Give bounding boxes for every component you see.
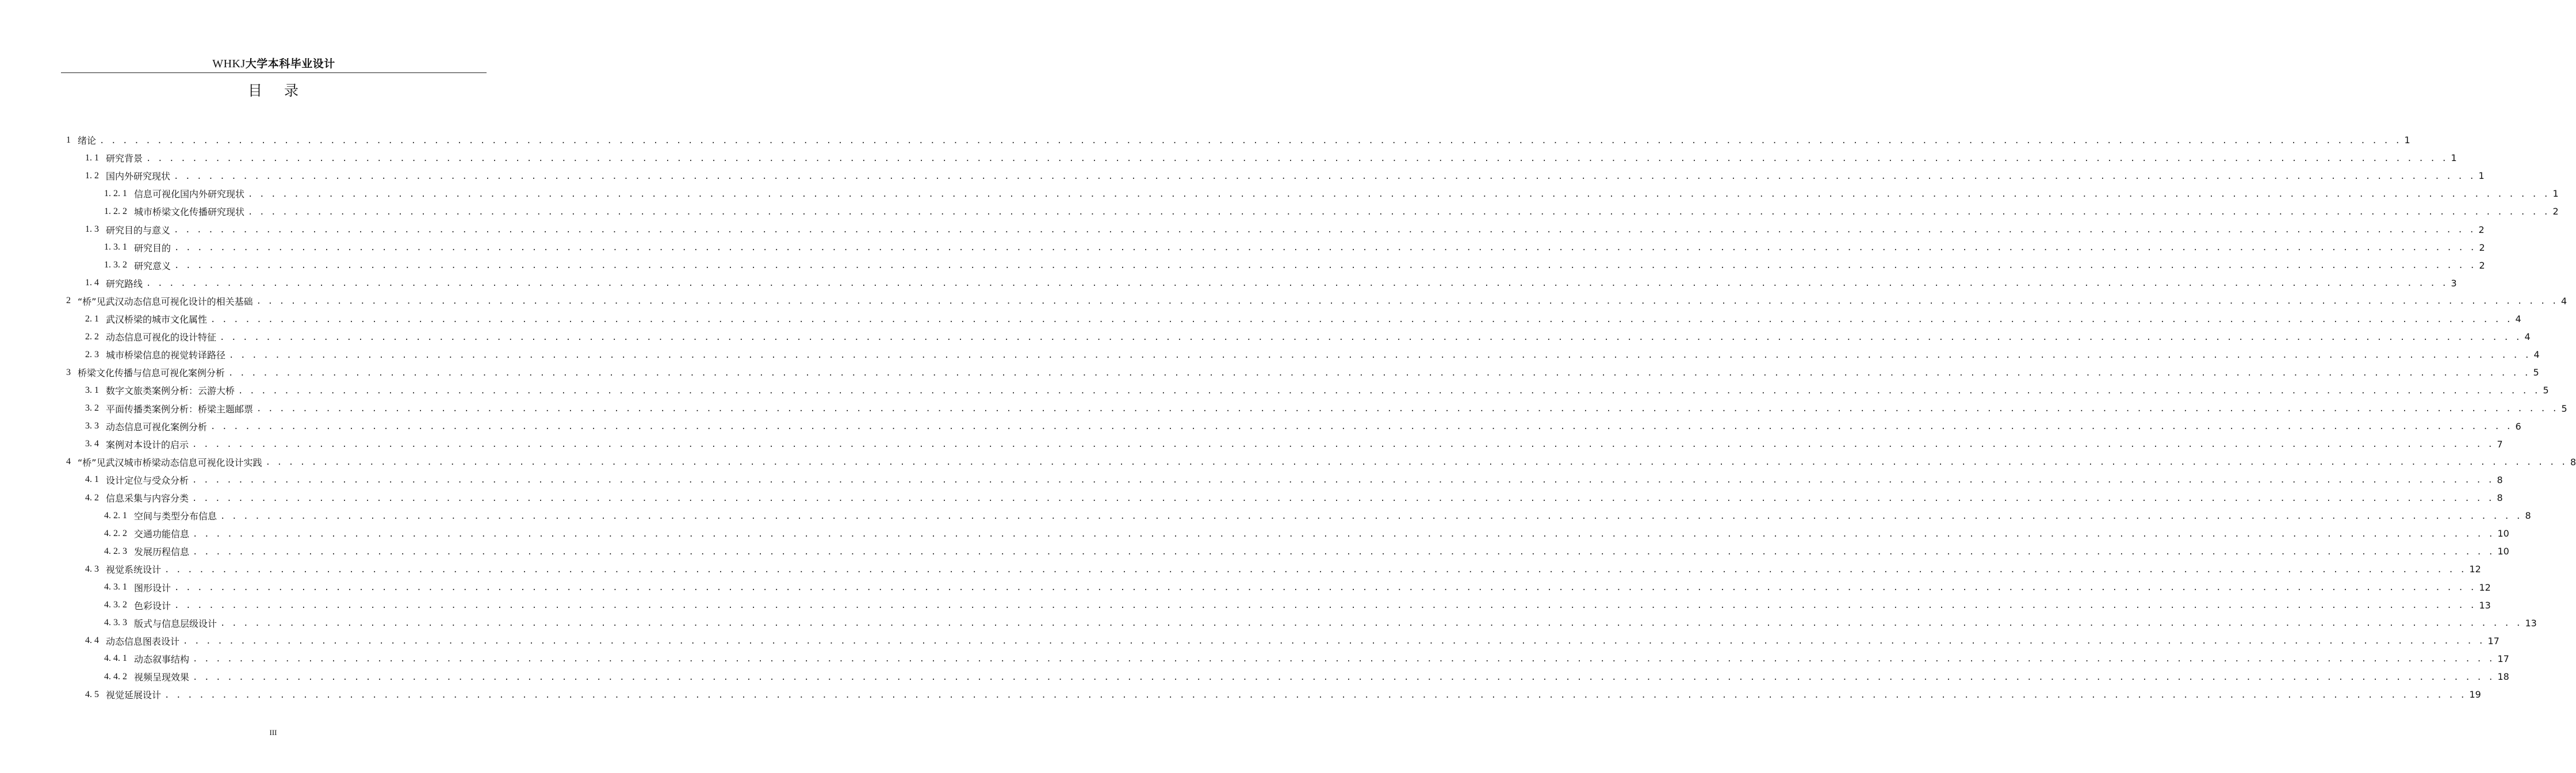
toc-entry[interactable] xyxy=(0,131,2410,149)
toc-entry-page: 10 xyxy=(2497,528,2509,539)
toc-entry-number: 4. 3. 3 xyxy=(104,618,127,628)
page-title xyxy=(0,79,546,100)
toc-dot-leader: . . . . . . . . . . . . . . . . . . . . . . . . . . . . . . . . . . . . . . . . . . . . . . . . . . . . . . . . . . . . . . . . . . . . . . . . . . . . . . . . . . . . . . . . . . . . . . . . . . . . . . . . . . . . . . . . . . . . . . . . . . . . . . . . . . . . . . . . . . . . . . . . . . . . . . . . . . . . . . . . . . . . . . . . . . . . . . . . . . . . . . . . . . . . . . . . . . . . . . . . xyxy=(265,458,2567,468)
header-title-cjk: 大学本科毕业设计 xyxy=(245,58,335,70)
toc-entry-title: 国内外研究现状 xyxy=(106,171,171,182)
toc-entry-number: 4. 4. 2 xyxy=(104,671,127,682)
toc-dot-leader: . . . . . . . . . . . . . . . . . . . . . . . . . . . . . . . . . . . . . . . . . . . . . . . . . . . . . . . . . . . . . . . . . . . . . . . . . . . . . . . . . . . . . . . . . . . . . . . . . . . . . . . . . . . . . . . . . . . . . . . . . . . . . . . . . . . . . . . . . . . . . . . . . . . . . . . . . . . . . . . . . . . . . . . . . . . . . . . . . . . . . . . . . . . . . . . . . . . . . . . . xyxy=(228,368,2530,378)
toc-entry[interactable] xyxy=(0,149,2457,167)
toc-entry-page: 17 xyxy=(2487,635,2500,646)
toc-entry-page: 13 xyxy=(2479,599,2491,611)
toc-dot-leader: . . . . . . . . . . . . . . . . . . . . . . . . . . . . . . . . . . . . . . . . . . . . . . . . . . . . . . . . . . . . . . . . . . . . . . . . . . . . . . . . . . . . . . . . . . . . . . . . . . . . . . . . . . . . . . . . . . . . . . . . . . . . . . . . . . . . . . . . . . . . . . . . . . . . . . . . . . . . . . . . . . . . . . . . . . . . . . . . . . . . . . . . . . . . . . . . . . . . . . . . xyxy=(174,261,2476,271)
toc-entry-page: 2 xyxy=(2478,224,2485,235)
toc-entry[interactable] xyxy=(0,668,2509,686)
toc-entry-title: 信息可视化国内外研究现状 xyxy=(134,189,245,200)
toc-entry-page: 4 xyxy=(2524,331,2531,343)
toc-entry-number: 4. 4. 1 xyxy=(104,653,127,664)
toc-entry-title: 视觉系统设计 xyxy=(106,564,162,576)
toc-entry-number: 3. 2 xyxy=(85,403,99,413)
toc-entry[interactable] xyxy=(0,202,2559,220)
toc-entry-page: 5 xyxy=(2533,367,2539,378)
toc-entry-title: 视频呈现效果 xyxy=(134,672,190,683)
toc-entry-title: 交通功能信息 xyxy=(134,529,190,540)
toc-dot-leader: . . . . . . . . . . . . . . . . . . . . . . . . . . . . . . . . . . . . . . . . . . . . . . . . . . . . . . . . . . . . . . . . . . . . . . . . . . . . . . . . . . . . . . . . . . . . . . . . . . . . . . . . . . . . . . . . . . . . . . . . . . . . . . . . . . . . . . . . . . . . . . . . . . . . . . . . . . . . . . . . . . . . . . . . . . . . . . . . . . . . . . . . . . . . . . . . . . . . . . . . xyxy=(193,547,2494,557)
toc-entry-title: 图形设计 xyxy=(134,582,171,594)
toc-entry-page: 12 xyxy=(2479,581,2491,593)
toc-entry[interactable] xyxy=(0,686,2481,703)
toc-entry-title: 信息采集与内容分类 xyxy=(106,493,189,504)
page-title-char-2: 录 xyxy=(284,82,299,99)
toc-entry-title: “桥”见武汉动态信息可视化设计的相关基础 xyxy=(78,296,253,307)
toc-entry-number: 1. 2. 1 xyxy=(104,188,127,198)
toc-entry[interactable] xyxy=(0,489,2503,507)
toc-dot-leader: . . . . . . . . . . . . . . . . . . . . . . . . . . . . . . . . . . . . . . . . . . . . . . . . . . . . . . . . . . . . . . . . . . . . . . . . . . . . . . . . . . . . . . . . . . . . . . . . . . . . . . . . . . . . . . . . . . . . . . . . . . . . . . . . . . . . . . . . . . . . . . . . . . . . . . . . . . . . . . . . . . . . . . . . . . . . . . . . . . . . . . . . . . . . . . . . . . . . . . . . xyxy=(164,565,2466,575)
toc-entry[interactable] xyxy=(0,221,2485,239)
toc-entry[interactable] xyxy=(0,453,2576,471)
toc-dot-leader: . . . . . . . . . . . . . . . . . . . . . . . . . . . . . . . . . . . . . . . . . . . . . . . . . . . . . . . . . . . . . . . . . . . . . . . . . . . . . . . . . . . . . . . . . . . . . . . . . . . . . . . . . . . . . . . . . . . . . . . . . . . . . . . . . . . . . . . . . . . . . . . . . . . . . . . . . . . . . . . . . . . . . . . . . . . . . . . . . . . . . . . . . . . . . . . . . . . . . . . . xyxy=(210,422,2512,432)
toc-dot-leader: . . . . . . . . . . . . . . . . . . . . . . . . . . . . . . . . . . . . . . . . . . . . . . . . . . . . . . . . . . . . . . . . . . . . . . . . . . . . . . . . . . . . . . . . . . . . . . . . . . . . . . . . . . . . . . . . . . . . . . . . . . . . . . . . . . . . . . . . . . . . . . . . . . . . . . . . . . . . . . . . . . . . . . . . . . . . . . . . . . . . . . . . . . . . . . . . . . . . . . . . xyxy=(193,529,2494,539)
toc-entry[interactable] xyxy=(0,507,2531,525)
toc-entry-number: 2. 2 xyxy=(85,331,99,342)
toc-entry-number: 4 xyxy=(66,457,71,467)
toc-dot-leader: . . . . . . . . . . . . . . . . . . . . . . . . . . . . . . . . . . . . . . . . . . . . . . . . . . . . . . . . . . . . . . . . . . . . . . . . . . . . . . . . . . . . . . . . . . . . . . . . . . . . . . . . . . . . . . . . . . . . . . . . . . . . . . . . . . . . . . . . . . . . . . . . . . . . . . . . . . . . . . . . . . . . . . . . . . . . . . . . . . . . . . . . . . . . . . . . . . . . . . . . xyxy=(174,583,2476,592)
toc-entry-page: 17 xyxy=(2497,653,2509,664)
toc-entry-title: 色彩设计 xyxy=(134,600,171,611)
toc-entry-number: 4. 2. 3 xyxy=(104,546,127,556)
toc-entry-page: 4 xyxy=(2533,349,2540,361)
toc-entry[interactable] xyxy=(0,167,2485,185)
toc-entry[interactable] xyxy=(0,579,2491,596)
page-header xyxy=(61,53,487,73)
toc-entry-title: 研究目的与意义 xyxy=(106,224,171,236)
toc-dot-leader: . . . . . . . . . . . . . . . . . . . . . . . . . . . . . . . . . . . . . . . . . . . . . . . . . . . . . . . . . . . . . . . . . . . . . . . . . . . . . . . . . . . . . . . . . . . . . . . . . . . . . . . . . . . . . . . . . . . . . . . . . . . . . . . . . . . . . . . . . . . . . . . . . . . . . . . . . . . . . . . . . . . . . . . . . . . . . . . . . . . . . . . . . . . . . . . . . . . . . . . . xyxy=(146,279,2448,289)
toc-entry-page: 18 xyxy=(2497,671,2509,682)
toc-entry-title: 平面传播类案例分析：桥梁主题邮票 xyxy=(106,403,254,415)
toc-entry-page: 5 xyxy=(2543,385,2549,396)
toc-entry-page: 1 xyxy=(2478,170,2485,182)
toc-entry-page: 2 xyxy=(2552,206,2559,217)
toc-entry-title: 桥梁文化传播与信息可视化案例分析 xyxy=(78,368,225,379)
toc-entry[interactable] xyxy=(0,650,2509,668)
toc-dot-leader: . . . . . . . . . . . . . . . . . . . . . . . . . . . . . . . . . . . . . . . . . . . . . . . . . . . . . . . . . . . . . . . . . . . . . . . . . . . . . . . . . . . . . . . . . . . . . . . . . . . . . . . . . . . . . . . . . . . . . . . . . . . . . . . . . . . . . . . . . . . . . . . . . . . . . . . . . . . . . . . . . . . . . . . . . . . . . . . . . . . . . . . . . . . . . . . . . . . . . . . . xyxy=(220,332,2521,342)
toc-entry-page: 8 xyxy=(2525,510,2531,522)
toc-entry[interactable] xyxy=(0,560,2481,578)
toc-entry-number: 1. 2. 2 xyxy=(104,206,127,216)
toc-entry-title: 研究目的 xyxy=(134,242,171,254)
toc-entry-page: 4 xyxy=(2515,313,2521,324)
toc-dot-leader: . . . . . . . . . . . . . . . . . . . . . . . . . . . . . . . . . . . . . . . . . . . . . . . . . . . . . . . . . . . . . . . . . . . . . . . . . . . . . . . . . . . . . . . . . . . . . . . . . . . . . . . . . . . . . . . . . . . . . . . . . . . . . . . . . . . . . . . . . . . . . . . . . . . . . . . . . . . . . . . . . . . . . . . . . . . . . . . . . . . . . . . . . . . . . . . . . . . . . . . . xyxy=(174,225,2475,235)
toc-entry-title: 研究路线 xyxy=(106,278,143,289)
toc-entry-number: 3 xyxy=(66,367,71,377)
toc-entry-number: 4. 2. 2 xyxy=(104,528,127,538)
toc-entry[interactable] xyxy=(0,239,2485,257)
toc-entry-title: 城市桥梁信息的视觉转译路径 xyxy=(106,350,226,361)
toc-dot-leader: . . . . . . . . . . . . . . . . . . . . . . . . . . . . . . . . . . . . . . . . . . . . . . . . . . . . . . . . . . . . . . . . . . . . . . . . . . . . . . . . . . . . . . . . . . . . . . . . . . . . . . . . . . . . . . . . . . . . . . . . . . . . . . . . . . . . . . . . . . . . . . . . . . . . . . . . . . . . . . . . . . . . . . . . . . . . . . . . . . . . . . . . . . . . . . . . . . . . . . . . xyxy=(229,350,2531,360)
toc-entry-page: 1 xyxy=(2451,152,2457,164)
toc-entry[interactable] xyxy=(0,542,2509,560)
toc-entry-number: 3. 4 xyxy=(85,439,99,449)
toc-entry-page: 8 xyxy=(2497,492,2503,503)
toc-entry-number: 1. 3 xyxy=(85,224,99,234)
toc-entry-title: 研究背景 xyxy=(106,153,143,164)
header-title xyxy=(212,55,335,71)
toc-dot-leader: . . . . . . . . . . . . . . . . . . . . . . . . . . . . . . . . . . . . . . . . . . . . . . . . . . . . . . . . . . . . . . . . . . . . . . . . . . . . . . . . . . . . . . . . . . . . . . . . . . . . . . . . . . . . . . . . . . . . . . . . . . . . . . . . . . . . . . . . . . . . . . . . . . . . . . . . . . . . . . . . . . . . . . . . . . . . . . . . . . . . . . . . . . . . . . . . . . . . . . . . xyxy=(174,243,2476,253)
page-title-char-1: 目 xyxy=(247,82,262,99)
toc-dot-leader: . . . . . . . . . . . . . . . . . . . . . . . . . . . . . . . . . . . . . . . . . . . . . . . . . . . . . . . . . . . . . . . . . . . . . . . . . . . . . . . . . . . . . . . . . . . . . . . . . . . . . . . . . . . . . . . . . . . . . . . . . . . . . . . . . . . . . . . . . . . . . . . . . . . . . . . . . . . . . . . . . . . . . . . . . . . . . . . . . . . . . . . . . . . . . . . . . . . . . . . . xyxy=(220,511,2522,521)
toc-entry-page: 13 xyxy=(2525,617,2537,629)
toc-entry-page: 2 xyxy=(2479,242,2485,253)
toc-entry-title: 版式与信息层级设计 xyxy=(134,618,217,629)
toc-entry-number: 3. 3 xyxy=(85,421,99,431)
toc-entry-number: 2 xyxy=(66,296,71,306)
toc-entry-number: 1. 3. 1 xyxy=(104,242,127,252)
toc-entry-title: 动态信息图表设计 xyxy=(106,636,180,647)
toc-entry-title: 视觉延展设计 xyxy=(106,690,162,701)
toc-entry-title: 数字文旅类案例分析：云游大桥 xyxy=(106,385,235,397)
toc-dot-leader: . . . . . . . . . . . . . . . . . . . . . . . . . . . . . . . . . . . . . . . . . . . . . . . . . . . . . . . . . . . . . . . . . . . . . . . . . . . . . . . . . . . . . . . . . . . . . . . . . . . . . . . . . . . . . . . . . . . . . . . . . . . . . . . . . . . . . . . . . . . . . . . . . . . . . . . . . . . . . . . . . . . . . . . . . . . . . . . . . . . . . . . . . . . . . . . . . . . . . . . . xyxy=(192,476,2494,485)
toc-entry-page: 8 xyxy=(2570,456,2576,468)
toc-entry-title: 动态叙事结构 xyxy=(134,653,190,665)
toc-entry[interactable] xyxy=(0,435,2503,453)
toc-dot-leader: . . . . . . . . . . . . . . . . . . . . . . . . . . . . . . . . . . . . . . . . . . . . . . . . . . . . . . . . . . . . . . . . . . . . . . . . . . . . . . . . . . . . . . . . . . . . . . . . . . . . . . . . . . . . . . . . . . . . . . . . . . . . . . . . . . . . . . . . . . . . . . . . . . . . . . . . . . . . . . . . . . . . . . . . . . . . . . . . . . . . . . . . . . . . . . . . . . . . . . . . xyxy=(193,655,2494,664)
toc-entry-page: 5 xyxy=(2561,403,2567,414)
toc-entry-page: 2 xyxy=(2479,259,2485,271)
toc-dot-leader: . . . . . . . . . . . . . . . . . . . . . . . . . . . . . . . . . . . . . . . . . . . . . . . . . . . . . . . . . . . . . . . . . . . . . . . . . . . . . . . . . . . . . . . . . . . . . . . . . . . . . . . . . . . . . . . . . . . . . . . . . . . . . . . . . . . . . . . . . . . . . . . . . . . . . . . . . . . . . . . . . . . . . . . . . . . . . . . . . . . . . . . . . . . . . . . . . . . . . . . . xyxy=(99,136,2401,146)
toc-entry-number: 2. 3 xyxy=(85,349,99,359)
toc-entry-number: 4. 1 xyxy=(85,474,99,485)
toc-dot-leader: . . . . . . . . . . . . . . . . . . . . . . . . . . . . . . . . . . . . . . . . . . . . . . . . . . . . . . . . . . . . . . . . . . . . . . . . . . . . . . . . . . . . . . . . . . . . . . . . . . . . . . . . . . . . . . . . . . . . . . . . . . . . . . . . . . . . . . . . . . . . . . . . . . . . . . . . . . . . . . . . . . . . . . . . . . . . . . . . . . . . . . . . . . . . . . . . . . . . . . . . xyxy=(174,601,2476,611)
toc-dot-leader: . . . . . . . . . . . . . . . . . . . . . . . . . . . . . . . . . . . . . . . . . . . . . . . . . . . . . . . . . . . . . . . . . . . . . . . . . . . . . . . . . . . . . . . . . . . . . . . . . . . . . . . . . . . . . . . . . . . . . . . . . . . . . . . . . . . . . . . . . . . . . . . . . . . . . . . . . . . . . . . . . . . . . . . . . . . . . . . . . . . . . . . . . . . . . . . . . . . . . . . . xyxy=(257,404,2558,414)
toc-entry[interactable] xyxy=(0,185,2559,202)
toc-entry-page: 1 xyxy=(2552,188,2559,200)
toc-entry-title: 城市桥梁文化传播研究现状 xyxy=(134,206,245,218)
toc-entry-number: 4. 3. 2 xyxy=(104,600,127,610)
toc-entry[interactable] xyxy=(0,471,2503,489)
toc-entry-number: 1 xyxy=(66,135,71,145)
toc-dot-leader: . . . . . . . . . . . . . . . . . . . . . . . . . . . . . . . . . . . . . . . . . . . . . . . . . . . . . . . . . . . . . . . . . . . . . . . . . . . . . . . . . . . . . . . . . . . . . . . . . . . . . . . . . . . . . . . . . . . . . . . . . . . . . . . . . . . . . . . . . . . . . . . . . . . . . . . . . . . . . . . . . . . . . . . . . . . . . . . . . . . . . . . . . . . . . . . . . . . . . . . . xyxy=(210,315,2512,324)
toc-entry[interactable] xyxy=(0,274,2457,292)
toc-entry-number: 2. 1 xyxy=(85,313,99,324)
toc-dot-leader: . . . . . . . . . . . . . . . . . . . . . . . . . . . . . . . . . . . . . . . . . . . . . . . . . . . . . . . . . . . . . . . . . . . . . . . . . . . . . . . . . . . . . . . . . . . . . . . . . . . . . . . . . . . . . . . . . . . . . . . . . . . . . . . . . . . . . . . . . . . . . . . . . . . . . . . . . . . . . . . . . . . . . . . . . . . . . . . . . . . . . . . . . . . . . . . . . . . . . . . . xyxy=(220,619,2522,629)
toc-dot-leader: . . . . . . . . . . . . . . . . . . . . . . . . . . . . . . . . . . . . . . . . . . . . . . . . . . . . . . . . . . . . . . . . . . . . . . . . . . . . . . . . . . . . . . . . . . . . . . . . . . . . . . . . . . . . . . . . . . . . . . . . . . . . . . . . . . . . . . . . . . . . . . . . . . . . . . . . . . . . . . . . . . . . . . . . . . . . . . . . . . . . . . . . . . . . . . . . . . . . . . . . xyxy=(174,171,2475,181)
toc-entry-title: 动态信息可视化案例分析 xyxy=(106,421,208,433)
toc-entry-number: 4. 2 xyxy=(85,492,99,503)
toc-dot-leader: . . . . . . . . . . . . . . . . . . . . . . . . . . . . . . . . . . . . . . . . . . . . . . . . . . . . . . . . . . . . . . . . . . . . . . . . . . . . . . . . . . . . . . . . . . . . . . . . . . . . . . . . . . . . . . . . . . . . . . . . . . . . . . . . . . . . . . . . . . . . . . . . . . . . . . . . . . . . . . . . . . . . . . . . . . . . . . . . . . . . . . . . . . . . . . . . . . . . . . . . xyxy=(164,690,2466,700)
toc-entry-title: 研究意义 xyxy=(134,260,171,271)
toc-entry[interactable] xyxy=(0,292,2567,310)
toc-entry-page: 7 xyxy=(2497,438,2503,450)
footer-page-number: III xyxy=(269,728,277,737)
toc-entry-title: 动态信息可视化的设计特征 xyxy=(106,332,217,343)
toc-entry-title: 发展历程信息 xyxy=(134,546,190,558)
toc-entry-page: 19 xyxy=(2469,689,2481,701)
toc-entry-page: 8 xyxy=(2497,474,2503,485)
toc-entry[interactable] xyxy=(0,614,2537,632)
toc-entry-page: 12 xyxy=(2469,564,2481,575)
toc-entry-page: 4 xyxy=(2561,295,2567,307)
toc-entry[interactable] xyxy=(0,257,2485,274)
toc-entry[interactable] xyxy=(0,596,2491,614)
toc-dot-leader: . . . . . . . . . . . . . . . . . . . . . . . . . . . . . . . . . . . . . . . . . . . . . . . . . . . . . . . . . . . . . . . . . . . . . . . . . . . . . . . . . . . . . . . . . . . . . . . . . . . . . . . . . . . . . . . . . . . . . . . . . . . . . . . . . . . . . . . . . . . . . . . . . . . . . . . . . . . . . . . . . . . . . . . . . . . . . . . . . . . . . . . . . . . . . . . . . . . . . . . . xyxy=(192,440,2494,450)
toc-entry-number: 4. 4 xyxy=(85,636,99,646)
toc-dot-leader: . . . . . . . . . . . . . . . . . . . . . . . . . . . . . . . . . . . . . . . . . . . . . . . . . . . . . . . . . . . . . . . . . . . . . . . . . . . . . . . . . . . . . . . . . . . . . . . . . . . . . . . . . . . . . . . . . . . . . . . . . . . . . . . . . . . . . . . . . . . . . . . . . . . . . . . . . . . . . . . . . . . . . . . . . . . . . . . . . . . . . . . . . . . . . . . . . . . . . . . . xyxy=(248,207,2550,217)
toc-entry-number: 1. 1 xyxy=(85,152,99,163)
toc-entry-title: 空间与类型分布信息 xyxy=(134,511,217,522)
toc-entry[interactable] xyxy=(0,346,2540,363)
toc-entry[interactable] xyxy=(0,632,2500,650)
toc-entry-number: 1. 2 xyxy=(85,170,99,181)
toc-entry-number: 1. 4 xyxy=(85,278,99,288)
toc-entry-title: 设计定位与受众分析 xyxy=(106,474,189,486)
toc-entry-title: 案例对本设计的启示 xyxy=(106,439,189,450)
toc-dot-leader: . . . . . . . . . . . . . . . . . . . . . . . . . . . . . . . . . . . . . . . . . . . . . . . . . . . . . . . . . . . . . . . . . . . . . . . . . . . . . . . . . . . . . . . . . . . . . . . . . . . . . . . . . . . . . . . . . . . . . . . . . . . . . . . . . . . . . . . . . . . . . . . . . . . . . . . . . . . . . . . . . . . . . . . . . . . . . . . . . . . . . . . . . . . . . . . . . . . . . . . . xyxy=(183,637,2485,646)
toc-dot-leader: . . . . . . . . . . . . . . . . . . . . . . . . . . . . . . . . . . . . . . . . . . . . . . . . . . . . . . . . . . . . . . . . . . . . . . . . . . . . . . . . . . . . . . . . . . . . . . . . . . . . . . . . . . . . . . . . . . . . . . . . . . . . . . . . . . . . . . . . . . . . . . . . . . . . . . . . . . . . . . . . . . . . . . . . . . . . . . . . . . . . . . . . . . . . . . . . . . . . . . . . xyxy=(248,189,2550,199)
toc-entry-number: 4. 3. 1 xyxy=(104,582,127,592)
toc-entry-number: 3. 1 xyxy=(85,385,99,395)
toc-entry-page: 10 xyxy=(2497,546,2509,557)
toc-entry[interactable] xyxy=(0,400,2567,418)
toc-entry-title: 绪论 xyxy=(78,135,97,146)
toc-entry-page: 1 xyxy=(2404,135,2410,146)
toc-entry-title: 武汉桥梁的城市文化属性 xyxy=(106,314,208,325)
toc-dot-leader: . . . . . . . . . . . . . . . . . . . . . . . . . . . . . . . . . . . . . . . . . . . . . . . . . . . . . . . . . . . . . . . . . . . . . . . . . . . . . . . . . . . . . . . . . . . . . . . . . . . . . . . . . . . . . . . . . . . . . . . . . . . . . . . . . . . . . . . . . . . . . . . . . . . . . . . . . . . . . . . . . . . . . . . . . . . . . . . . . . . . . . . . . . . . . . . . . . . . . . . . xyxy=(192,493,2494,503)
toc-entry-page: 3 xyxy=(2451,277,2457,289)
toc-entry[interactable] xyxy=(0,381,2549,399)
toc-entry[interactable] xyxy=(0,418,2521,435)
toc-entry-number: 4. 3 xyxy=(85,564,99,574)
toc-entry-number: 4. 5 xyxy=(85,689,99,699)
toc-dot-leader: . . . . . . . . . . . . . . . . . . . . . . . . . . . . . . . . . . . . . . . . . . . . . . . . . . . . . . . . . . . . . . . . . . . . . . . . . . . . . . . . . . . . . . . . . . . . . . . . . . . . . . . . . . . . . . . . . . . . . . . . . . . . . . . . . . . . . . . . . . . . . . . . . . . . . . . . . . . . . . . . . . . . . . . . . . . . . . . . . . . . . . . . . . . . . . . . . . . . . . . . xyxy=(146,154,2448,163)
header-title-latin: WHKJ xyxy=(212,58,246,70)
toc-entry[interactable] xyxy=(0,310,2521,328)
toc-entry-title: “桥”见武汉城市桥梁动态信息可视化设计实践 xyxy=(78,457,262,468)
toc-entry[interactable] xyxy=(0,363,2539,381)
toc-entry[interactable] xyxy=(0,525,2509,542)
toc-dot-leader: . . . . . . . . . . . . . . . . . . . . . . . . . . . . . . . . . . . . . . . . . . . . . . . . . . . . . . . . . . . . . . . . . . . . . . . . . . . . . . . . . . . . . . . . . . . . . . . . . . . . . . . . . . . . . . . . . . . . . . . . . . . . . . . . . . . . . . . . . . . . . . . . . . . . . . . . . . . . . . . . . . . . . . . . . . . . . . . . . . . . . . . . . . . . . . . . . . . . . . . . xyxy=(238,386,2540,396)
toc-entry[interactable] xyxy=(0,328,2531,346)
toc-entry-number: 1. 3. 2 xyxy=(104,260,127,270)
toc-dot-leader: . . . . . . . . . . . . . . . . . . . . . . . . . . . . . . . . . . . . . . . . . . . . . . . . . . . . . . . . . . . . . . . . . . . . . . . . . . . . . . . . . . . . . . . . . . . . . . . . . . . . . . . . . . . . . . . . . . . . . . . . . . . . . . . . . . . . . . . . . . . . . . . . . . . . . . . . . . . . . . . . . . . . . . . . . . . . . . . . . . . . . . . . . . . . . . . . . . . . . . . . xyxy=(193,672,2494,682)
toc-entry-page: 6 xyxy=(2515,420,2521,432)
toc-entry-number: 4. 2. 1 xyxy=(104,510,127,521)
toc-dot-leader: . . . . . . . . . . . . . . . . . . . . . . . . . . . . . . . . . . . . . . . . . . . . . . . . . . . . . . . . . . . . . . . . . . . . . . . . . . . . . . . . . . . . . . . . . . . . . . . . . . . . . . . . . . . . . . . . . . . . . . . . . . . . . . . . . . . . . . . . . . . . . . . . . . . . . . . . . . . . . . . . . . . . . . . . . . . . . . . . . . . . . . . . . . . . . . . . . . . . . . . . xyxy=(256,297,2558,307)
